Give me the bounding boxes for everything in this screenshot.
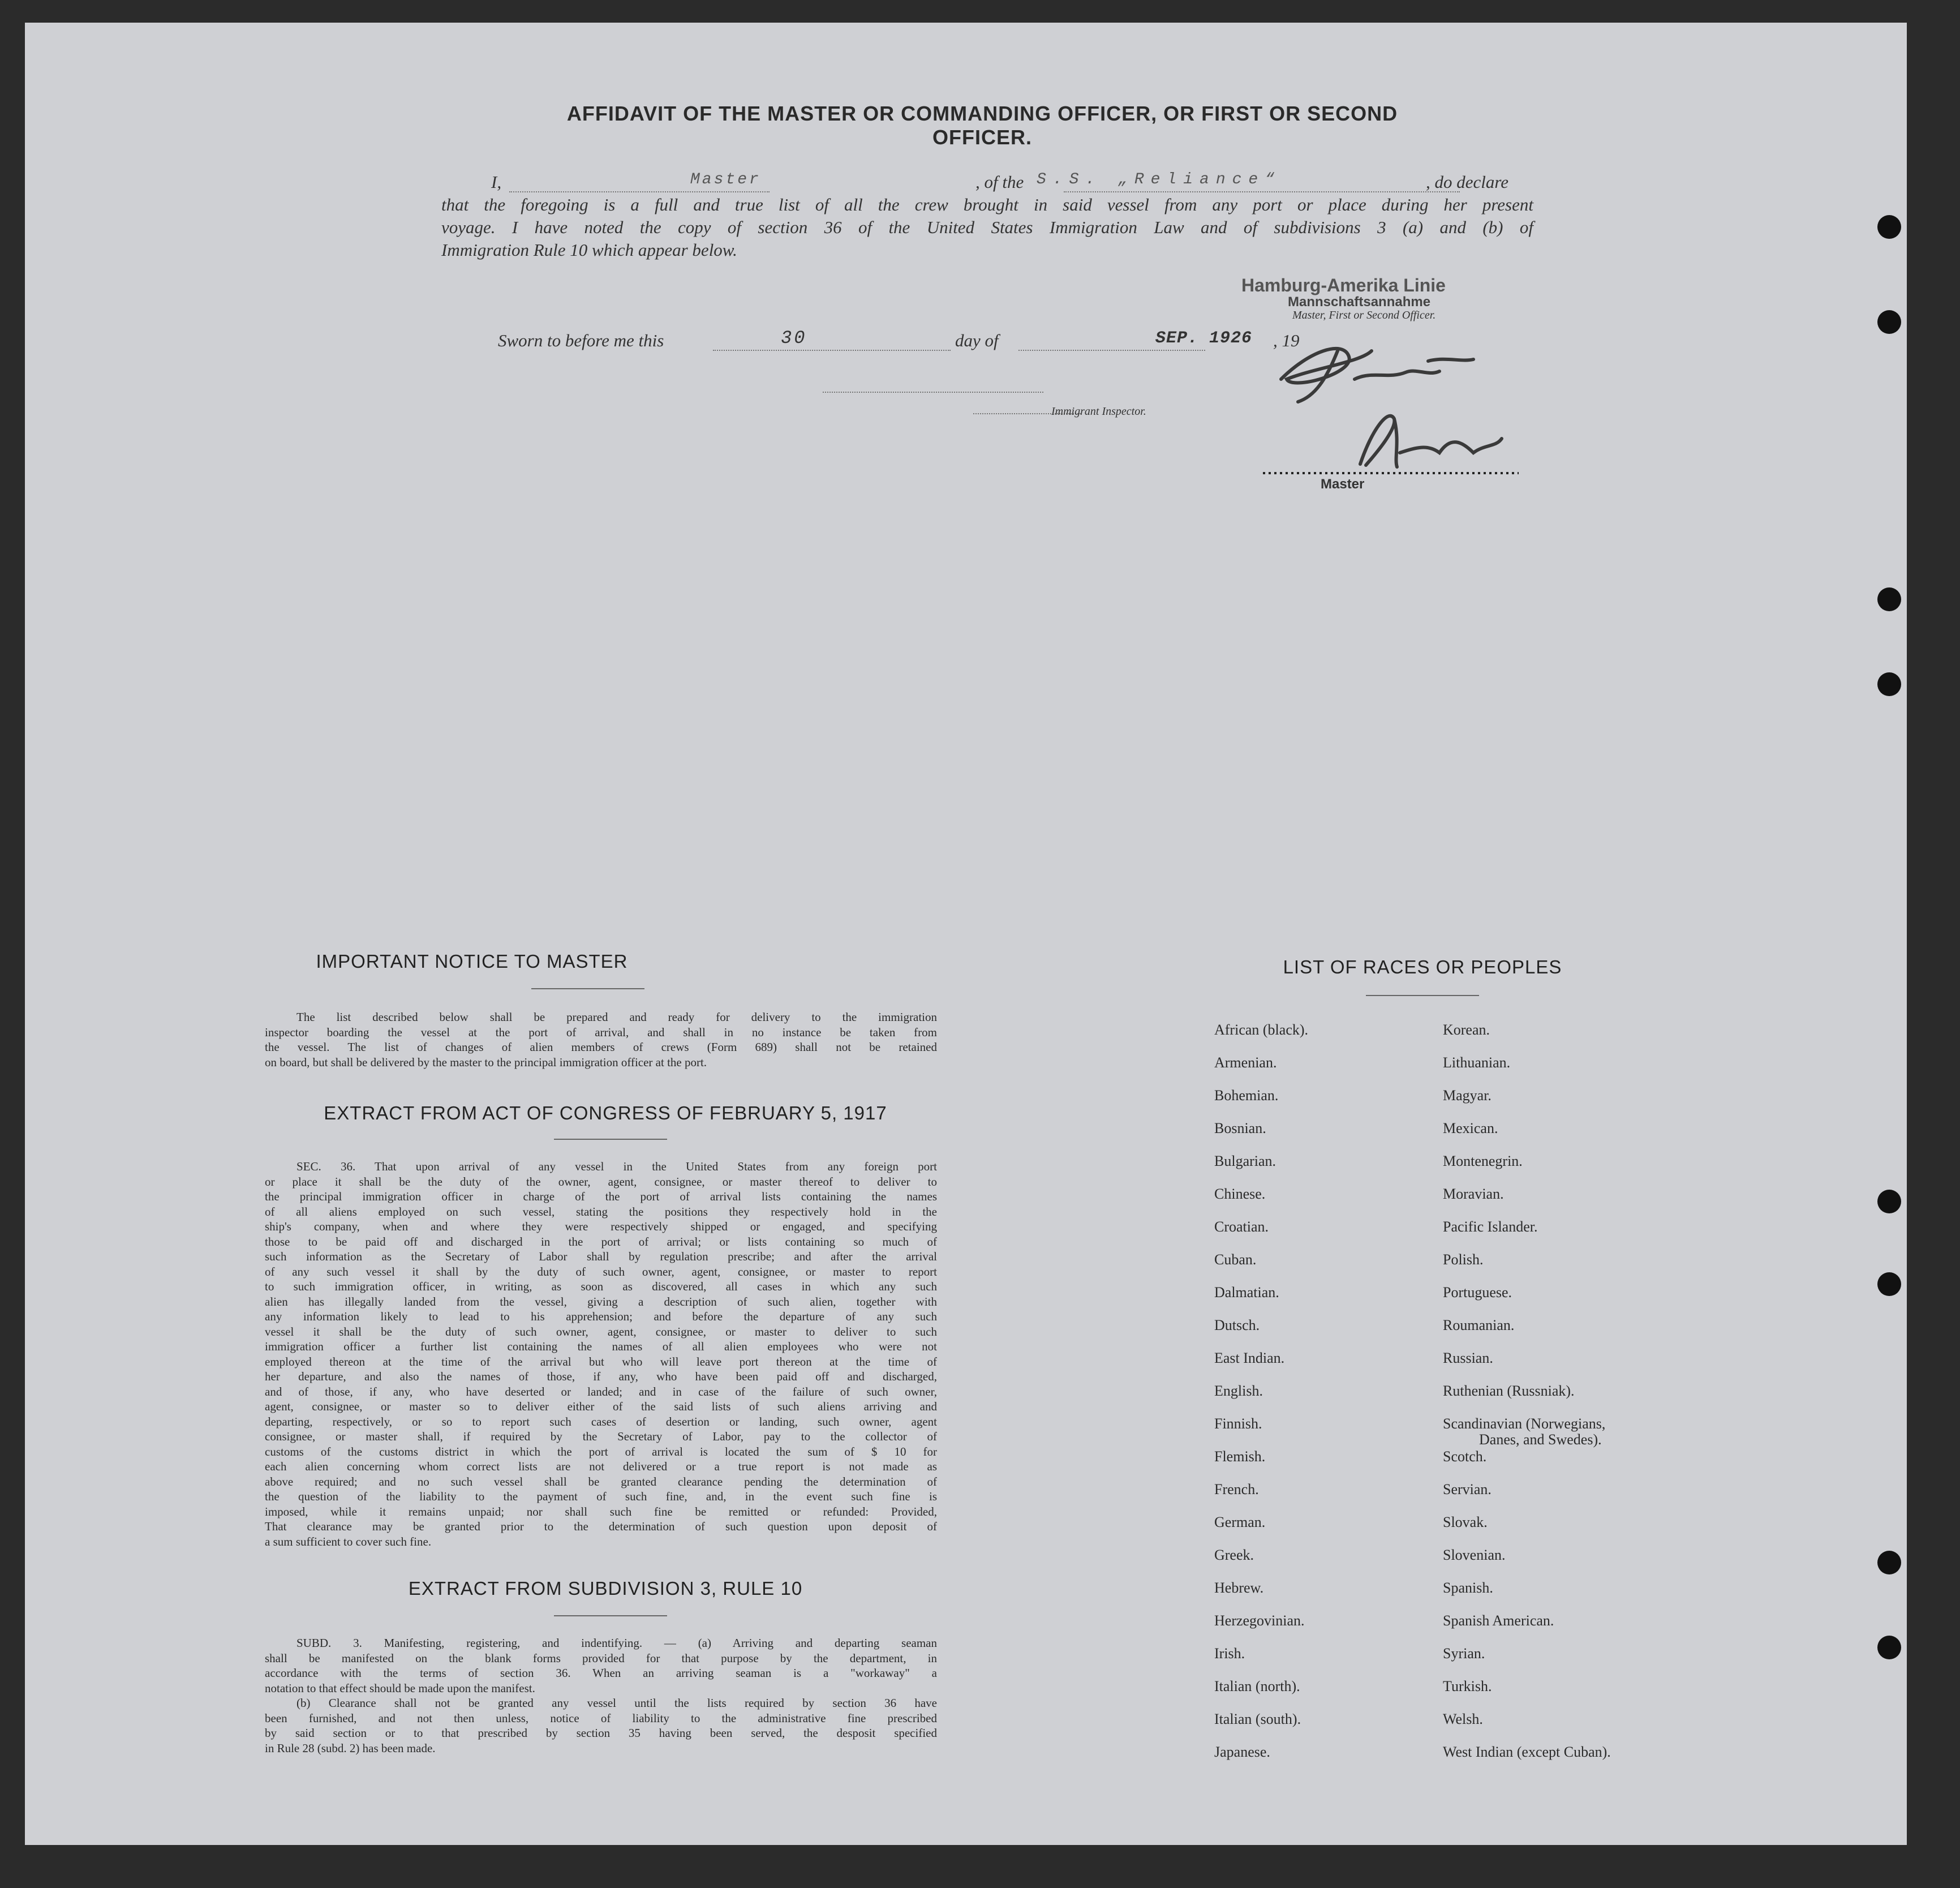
- race-item: Montenegrin.: [1443, 1153, 1523, 1169]
- race-item: Welsh.: [1443, 1711, 1483, 1727]
- race-item: Finnish.: [1214, 1415, 1262, 1432]
- binder-hole: [1877, 1636, 1901, 1659]
- race-item: Servian.: [1443, 1481, 1492, 1497]
- race-item: Bosnian.: [1214, 1120, 1266, 1136]
- rule-paragraph: [265, 1636, 937, 1756]
- affidavit-title: AFFIDAVIT OF THE MASTER OR COMMANDING OFFICER, OR FIRST OR SECOND OFFICER.: [566, 102, 1398, 149]
- act-line: SEC. 36. That upon arrival of any vessel in the United States from any foreign port: [296, 1160, 937, 1173]
- race-item: Ruthenian (Russniak).: [1443, 1383, 1575, 1399]
- act-line: ship's company, when and where they were respectively shipped or engaged, and specifying: [265, 1220, 937, 1233]
- race-item: Scandinavian (Norwegians,: [1443, 1415, 1606, 1432]
- race-item: Bulgarian.: [1214, 1153, 1276, 1169]
- act-line: each alien concerning whom correct lists are not delivered or a true report is not made as: [265, 1460, 937, 1473]
- race-item: Slovak.: [1443, 1514, 1488, 1530]
- sworn-label: Sworn to before me this: [498, 331, 664, 350]
- master-field-value: Master: [690, 171, 761, 188]
- company-stamp-line-2: Mannschaftsannahme: [1288, 294, 1431, 310]
- race-item: Magyar.: [1443, 1087, 1492, 1104]
- act-line: That clearance may be granted prior to the determination of such question upon deposit of: [265, 1520, 937, 1533]
- year-prefix: , 19: [1273, 331, 1300, 350]
- race-item: Lithuanian.: [1443, 1054, 1511, 1071]
- race-item: Portuguese.: [1443, 1284, 1512, 1301]
- race-item: Scotch.: [1443, 1448, 1487, 1465]
- act-line: those to be paid off and discharged in the port of arrival; or lists containing so much of: [265, 1234, 937, 1248]
- notice-line: the vessel. The list of changes of alien members of crews (Form 689) shall not be retained: [265, 1040, 937, 1054]
- rule-line: in Rule 28 (subd. 2) has been made.: [265, 1741, 436, 1755]
- race-item: Hebrew.: [1214, 1580, 1264, 1596]
- race-item: Turkish.: [1443, 1678, 1492, 1694]
- inspector-signature-line: [823, 392, 1043, 393]
- binder-hole: [1877, 1272, 1901, 1296]
- race-item: West Indian (except Cuban).: [1443, 1744, 1611, 1760]
- race-item: Croatian.: [1214, 1218, 1269, 1235]
- rule-line: SUBD. 3. Manifesting, registering, and indentifying. — (a) Arriving and departing seaman: [296, 1636, 937, 1650]
- race-item: Polish.: [1443, 1251, 1484, 1268]
- notice-line: on board, but shall be delivered by the master to the principal immigration officer at the port.: [265, 1055, 707, 1069]
- act-title: EXTRACT FROM ACT OF CONGRESS OF FEBRUARY 5, 1917: [324, 1102, 887, 1123]
- notice-paragraph: [265, 1010, 937, 1070]
- rule-line: accordance with the terms of section 36. When an arriving seaman is a "workaway" a: [265, 1666, 937, 1680]
- race-item: Dalmatian.: [1214, 1284, 1279, 1301]
- act-line: and of those, if any, who have deserted or landed; and in case of the failure of such owner,: [265, 1384, 937, 1398]
- race-item: Italian (north).: [1214, 1678, 1300, 1694]
- binder-hole: [1877, 1551, 1901, 1574]
- rule-line: (b) Clearance shall not be granted any vessel until the lists required by section 36 have: [296, 1696, 937, 1710]
- act-line: above required; and no such vessel shall be granted clearance pending the determination of: [265, 1474, 937, 1488]
- race-item: Moravian.: [1443, 1186, 1504, 1202]
- race-item: Danes, and Swedes).: [1479, 1431, 1602, 1448]
- act-line: the principal immigration officer in charge of the port of arrival lists containing the names: [265, 1190, 937, 1203]
- act-line: a sum sufficient to cover such fine.: [265, 1534, 432, 1548]
- act-line: consignee, or master shall, if required by the Secretary of Labor, pay to the collector of: [265, 1430, 937, 1443]
- race-item: Armenian.: [1214, 1054, 1277, 1071]
- notice-line: The list described below shall be prepared and ready for delivery to the immigration: [296, 1010, 937, 1024]
- act-rule: [554, 1139, 667, 1140]
- act-line: of all aliens employed on such vessel, stating the positions they respectively hold in the: [265, 1204, 937, 1218]
- affidavit-line-3: voyage. I have noted the copy of section 36 of the United States Immigration Law and of subdivisions 3 (a) and (b) of: [441, 217, 1533, 237]
- race-item: Russian.: [1443, 1350, 1493, 1366]
- race-item: Pacific Islander.: [1443, 1218, 1538, 1235]
- affidavit-line-2: that the foregoing is a full and true list of all the crew brought in said vessel from any port or place during her present: [441, 195, 1533, 214]
- race-item: Italian (south).: [1214, 1711, 1301, 1727]
- race-item: Mexican.: [1443, 1120, 1498, 1136]
- notice-rule: [531, 988, 644, 989]
- race-item: Spanish American.: [1443, 1612, 1554, 1629]
- rule-line: shall be manifested on the blank forms provided for that purpose by the department, in: [265, 1651, 937, 1665]
- affidavit-of-the: , of the: [975, 172, 1024, 192]
- act-line: the question of the liability to the payment of such fine, and, in the event such fine is: [265, 1490, 937, 1503]
- sworn-date-value: SEP. 1926: [1155, 329, 1253, 348]
- master-caption: Master: [1321, 477, 1365, 492]
- rule-line: been furnished, and not then unless, notice of liability to the administrative fine prescribed: [265, 1711, 937, 1725]
- affidavit-declare: , do declare: [1426, 172, 1509, 192]
- race-item: Bohemian.: [1214, 1087, 1279, 1104]
- race-item: African (black).: [1214, 1022, 1309, 1038]
- notice-title: IMPORTANT NOTICE TO MASTER: [316, 951, 628, 972]
- act-line: her departure, and also the names of those, if any, who have been paid off and discharged,: [265, 1370, 937, 1383]
- rule-rule: [554, 1615, 667, 1616]
- affidavit-pronoun: I,: [491, 172, 502, 192]
- binder-hole: [1877, 310, 1901, 334]
- race-item: French.: [1214, 1481, 1259, 1497]
- race-item: Korean.: [1443, 1022, 1490, 1038]
- race-item: English.: [1214, 1383, 1263, 1399]
- race-item: German.: [1214, 1514, 1266, 1530]
- binder-hole: [1877, 587, 1901, 611]
- ship-name-value: S.S. „Reliance“: [1037, 171, 1282, 188]
- act-line: agent, consignee, or master so to deliver either of the said lists of such aliens arriving and: [265, 1400, 937, 1413]
- sworn-day-value: 30: [781, 328, 807, 349]
- act-line: of any such vessel it shall by the duty of such owner, agent, consignee, or master to report: [265, 1264, 937, 1278]
- binder-hole: [1877, 672, 1901, 696]
- act-line: or place it shall be the duty of the owner, agent, consignee, or master thereof to deliver to: [265, 1174, 937, 1188]
- race-item: Greek.: [1214, 1547, 1254, 1563]
- race-item: Herzegovinian.: [1214, 1612, 1305, 1629]
- act-paragraph: [265, 1159, 937, 1549]
- rule-line: notation to that effect should be made upon the manifest.: [265, 1681, 535, 1695]
- act-line: departing, respectively, or so to report such cases of desertion or landing, such owner, agent: [265, 1414, 937, 1428]
- race-item: Roumanian.: [1443, 1317, 1515, 1333]
- act-line: to such immigration officer, in writing, as soon as discovered, all cases in which any such: [265, 1280, 937, 1293]
- binder-hole: [1877, 215, 1901, 239]
- race-item: Dutsch.: [1214, 1317, 1260, 1333]
- races-title: LIST OF RACES OR PEOPLES: [1283, 956, 1562, 977]
- notice-line: inspector boarding the vessel at the port of arrival, and shall in no instance be taken from: [265, 1025, 937, 1039]
- rule-line: by said section or to that prescribed by section 35 having been served, the desposit specified: [265, 1726, 937, 1740]
- race-item: Chinese.: [1214, 1186, 1266, 1202]
- act-line: such information as the Secretary of Labor shall by regulation prescribe; and after the arrival: [265, 1250, 937, 1263]
- act-line: alien has illegally landed from the vessel, giving a description of such alien, together with: [265, 1294, 937, 1308]
- race-item: Cuban.: [1214, 1251, 1257, 1268]
- company-stamp-line-1: Hamburg-Amerika Linie: [1241, 275, 1446, 295]
- races-rule: [1366, 995, 1479, 996]
- race-item: Irish.: [1214, 1645, 1245, 1662]
- race-item: Syrian.: [1443, 1645, 1485, 1662]
- race-item: Flemish.: [1214, 1448, 1266, 1465]
- act-line: immigration officer a further list containing the names of all alien employees who were not: [265, 1340, 937, 1353]
- document-page: [25, 23, 1907, 1845]
- binder-hole: [1877, 1190, 1901, 1213]
- officer-caption: Master, First or Second Officer.: [1292, 309, 1436, 321]
- race-item: Japanese.: [1214, 1744, 1270, 1760]
- act-line: any information likely to lead to his apprehension; and before the departure of any such: [265, 1310, 937, 1323]
- rule-title: EXTRACT FROM SUBDIVISION 3, RULE 10: [408, 1578, 803, 1599]
- race-item: East Indian.: [1214, 1350, 1285, 1366]
- act-line: employed thereon at the time of the arrival but who will leave port thereon at the time of: [265, 1354, 937, 1368]
- inspector-caption: Immigrant Inspector.: [1051, 405, 1146, 418]
- act-line: imposed, while it remains unpaid; nor shall such fine be remitted or refunded: Provided,: [265, 1504, 937, 1518]
- day-of-label: day of: [955, 331, 999, 350]
- master-signature: [1258, 317, 1564, 487]
- race-item: Slovenian.: [1443, 1547, 1506, 1563]
- act-line: vessel it shall be the duty of such owner, agent, consignee, or master to deliver to such: [265, 1324, 937, 1338]
- act-line: customs of the customs district in which the port of arrival is located the sum of $ 10 for: [265, 1444, 937, 1458]
- race-item: Spanish.: [1443, 1580, 1493, 1596]
- affidavit-line-4: Immigration Rule 10 which appear below.: [441, 240, 737, 260]
